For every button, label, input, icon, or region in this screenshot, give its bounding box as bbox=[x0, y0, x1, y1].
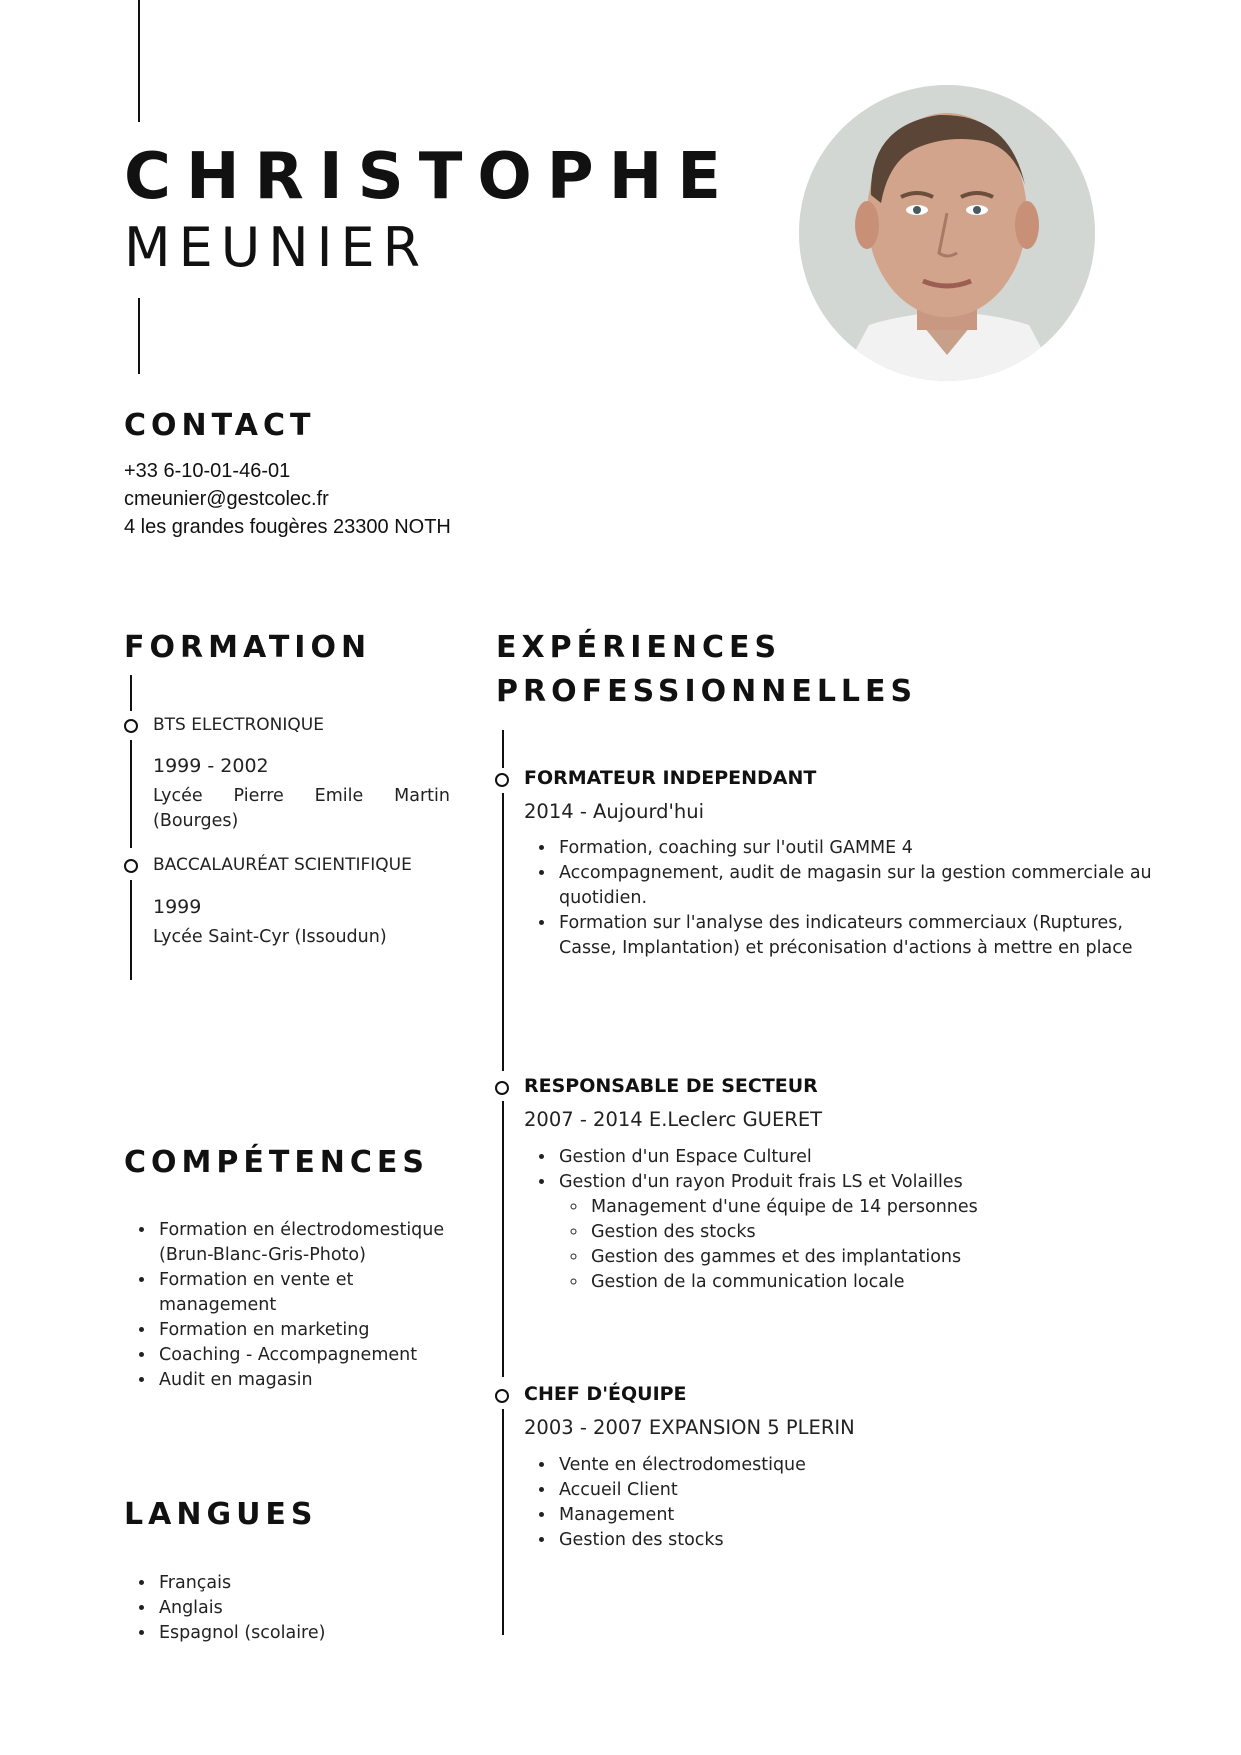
list-item: • Formation en électrodomestique (Brun-Blanc-Gris-Photo) bbox=[156, 1218, 456, 1268]
contact-details bbox=[124, 457, 451, 541]
formation-title: FORMATION bbox=[124, 630, 372, 665]
list-item: • Vente en électrodomestique bbox=[556, 1453, 1156, 1478]
list-item: • Français bbox=[156, 1571, 456, 1596]
experience-dot-1 bbox=[495, 773, 509, 787]
formation-timeline-1 bbox=[130, 740, 132, 848]
list-item: • Anglais bbox=[156, 1596, 456, 1621]
experience-timeline-3 bbox=[502, 1409, 504, 1635]
sub-list-item: ◦ Gestion de la communication locale bbox=[588, 1270, 1156, 1295]
list-item: • Formation sur l'analyse des indicateurs commerciaux (Ruptures, Casse, Implantation) et préconisation d'actions à mettre en place bbox=[556, 911, 1156, 961]
experience-bullets-3 bbox=[527, 1453, 1156, 1553]
profile-photo-illustration bbox=[799, 85, 1095, 381]
formation-dot-1 bbox=[124, 719, 138, 733]
experience-timeline-1 bbox=[502, 793, 504, 1071]
formation-timeline-top bbox=[130, 675, 132, 711]
experience-period-1: 2014 - Aujourd'hui bbox=[524, 800, 705, 823]
competences-list bbox=[127, 1218, 456, 1393]
sub-list-item: ◦ Gestion des gammes et des implantations bbox=[588, 1245, 1156, 1270]
formation-dot-2 bbox=[124, 859, 138, 873]
last-name: MEUNIER bbox=[124, 216, 429, 279]
experience-dot-3 bbox=[495, 1389, 509, 1403]
list-item: • Coaching - Accompagnement bbox=[156, 1343, 456, 1368]
list-item: • Formation en vente et management bbox=[156, 1268, 456, 1318]
header-bottom-line bbox=[138, 298, 140, 374]
list-item: • Espagnol (scolaire) bbox=[156, 1621, 456, 1646]
contact-phone: +33 6-10-01-46-01 bbox=[124, 460, 291, 482]
list-item-text: Gestion d'un rayon Produit frais LS et Volailles bbox=[559, 1172, 963, 1192]
experience-period-2: 2007 - 2014 E.Leclerc GUERET bbox=[524, 1108, 823, 1131]
list-item: • Management bbox=[556, 1503, 1156, 1528]
list-item: • Accompagnement, audit de magasin sur la gestion commerciale au quotidien. bbox=[556, 861, 1156, 911]
list-item bbox=[556, 1170, 1156, 1295]
langues-list bbox=[127, 1571, 456, 1646]
experience-role-1: FORMATEUR INDEPENDANT bbox=[524, 767, 817, 789]
experience-bullets-1 bbox=[527, 836, 1156, 961]
list-item: • Formation, coaching sur l'outil GAMME 4 bbox=[556, 836, 1156, 861]
experience-dot-2 bbox=[495, 1081, 509, 1095]
contact-email: cmeunier@gestcolec.fr bbox=[124, 488, 329, 510]
formation-timeline-2 bbox=[130, 880, 132, 980]
sub-list-item: ◦ Management d'une équipe de 14 personnes bbox=[588, 1195, 1156, 1220]
list-item: • Accueil Client bbox=[556, 1478, 1156, 1503]
competences-title: COMPÉTENCES bbox=[124, 1145, 430, 1180]
experience-role-3: CHEF D'ÉQUIPE bbox=[524, 1383, 687, 1405]
experience-timeline-top bbox=[502, 730, 504, 768]
experiences-title-line1: EXPÉRIENCES bbox=[496, 630, 782, 665]
contact-title: CONTACT bbox=[124, 408, 316, 443]
sub-list-item: ◦ Gestion des stocks bbox=[588, 1220, 1156, 1245]
formation-school-2: Lycée Saint-Cyr (Issoudun) bbox=[153, 927, 387, 947]
header-top-line bbox=[138, 0, 140, 122]
list-item: • Formation en marketing bbox=[156, 1318, 456, 1343]
first-name: CHRISTOPHE bbox=[124, 140, 736, 214]
formation-degree-1: BTS ELECTRONIQUE bbox=[153, 715, 324, 735]
sub-list bbox=[559, 1195, 1156, 1295]
formation-dates-2: 1999 bbox=[153, 896, 202, 918]
experience-role-2: RESPONSABLE DE SECTEUR bbox=[524, 1075, 818, 1097]
contact-address: 4 les grandes fougères 23300 NOTH bbox=[124, 516, 451, 538]
langues-title: LANGUES bbox=[124, 1497, 318, 1532]
experience-period-3: 2003 - 2007 EXPANSION 5 PLERIN bbox=[524, 1416, 855, 1439]
list-item: • Audit en magasin bbox=[156, 1368, 456, 1393]
formation-school-1: Lycée Pierre Emile Martin (Bourges) bbox=[153, 786, 450, 831]
profile-photo bbox=[799, 85, 1095, 381]
formation-dates-1: 1999 - 2002 bbox=[153, 755, 269, 777]
experience-bullets-2 bbox=[527, 1145, 1156, 1295]
experience-timeline-2 bbox=[502, 1101, 504, 1377]
list-item: • Gestion des stocks bbox=[556, 1528, 1156, 1553]
formation-degree-2: BACCALAURÉAT SCIENTIFIQUE bbox=[153, 855, 412, 875]
experiences-title-line2: PROFESSIONNELLES bbox=[496, 674, 918, 709]
list-item: • Gestion d'un Espace Culturel bbox=[556, 1145, 1156, 1170]
